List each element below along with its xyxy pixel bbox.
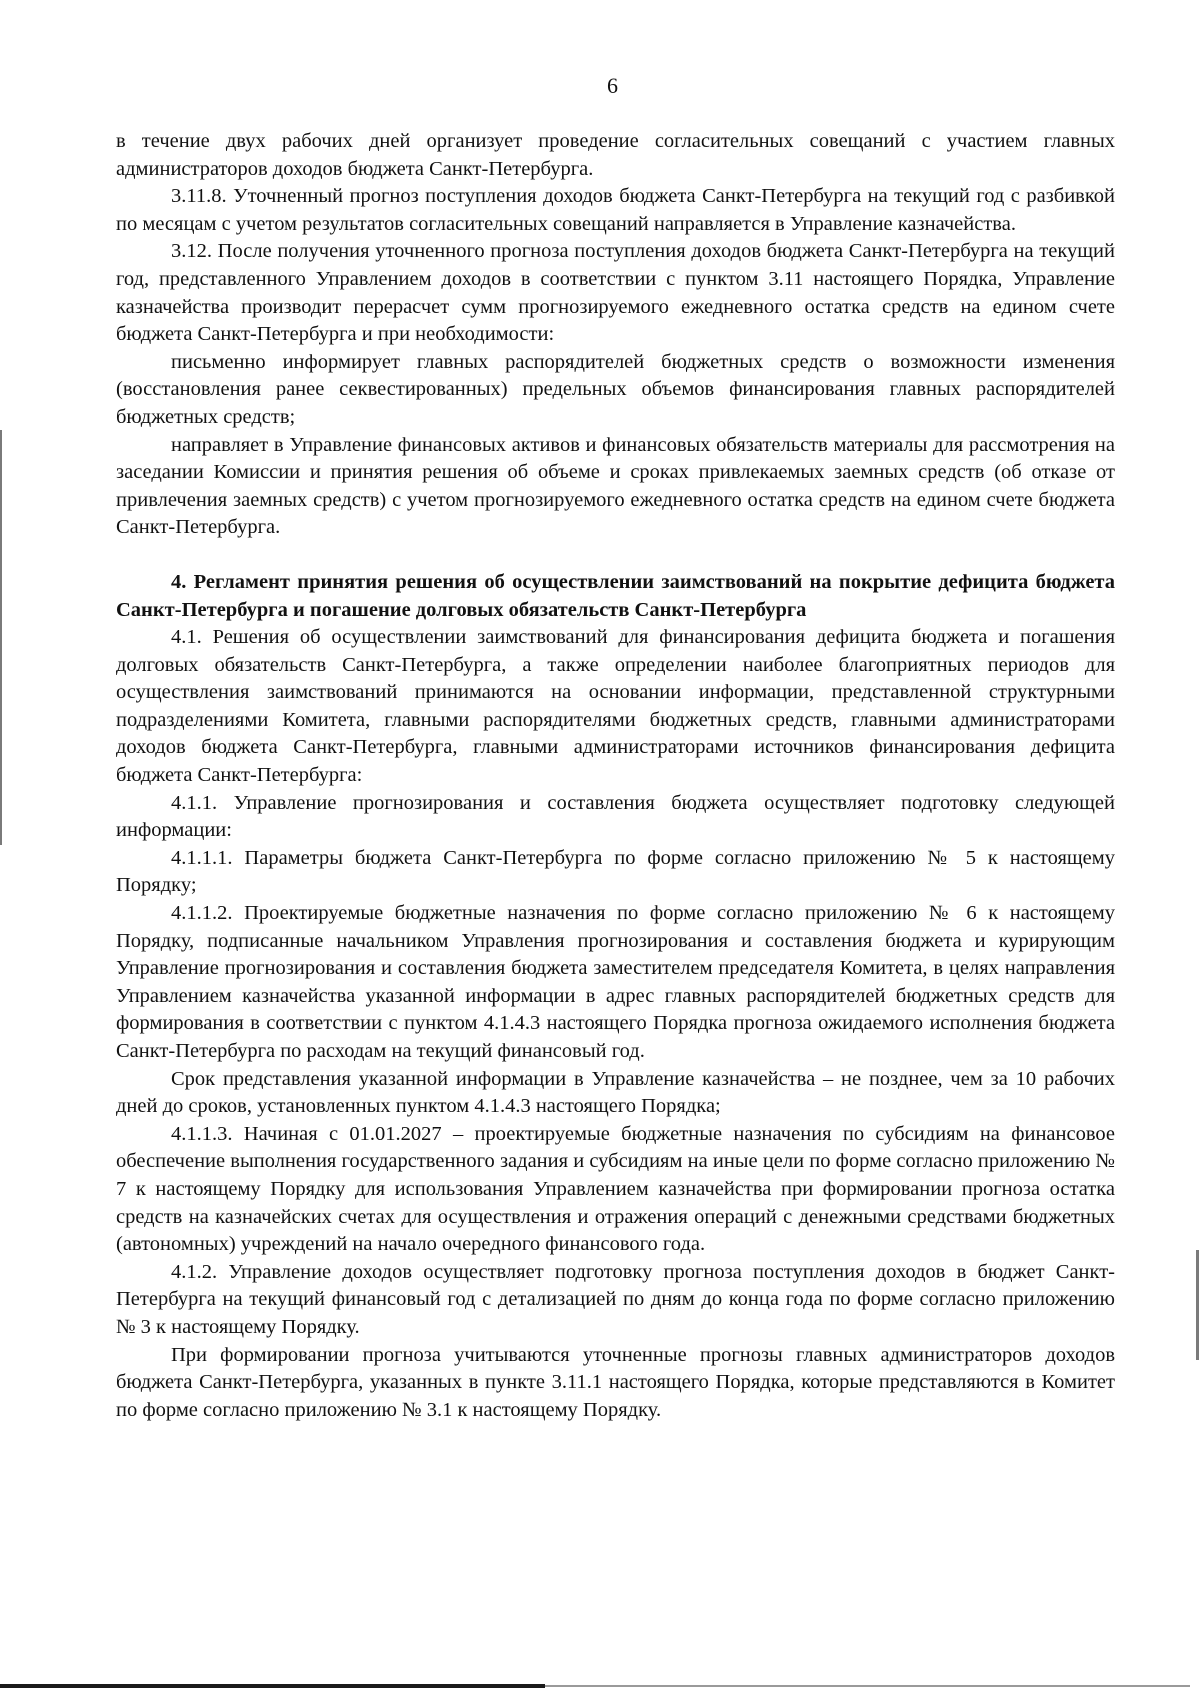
bottom-scan-edge xyxy=(0,1684,545,1688)
bottom-scan-edge-faint xyxy=(545,1685,1190,1687)
paragraph-inform-distributors: письменно информирует главных распорядителей бюджетных средств о возможности изменения (восстановления ранее секвестированных) предельных объемов финансирования главных распорядителей бюджетных средств; xyxy=(116,350,1115,428)
paragraph-continuation: в течение двух рабочих дней организует проведение согласительных совещаний с участием главных администраторов доходов бюджета Санкт-Петербурга. xyxy=(116,130,1115,180)
paragraph-4-1-1-3: 4.1.1.3. Начиная с 01.01.2027 – проектируемые бюджетные назначения по субсидиям на финансовое обеспечение выполнения государственного задания и субсидиям на иные цели по форме согласно приложению № 7 к настоящему Порядку для использования Управлением казначейства при формировании прогноза остатка средств на казначейских счетах для осуществления и отражения операций с денежными средствами бюджетных (автономных) учреждений на начало очередного финансового года. xyxy=(116,1122,1115,1256)
paragraph-forecast-note: При формировании прогноза учитываются уточненные прогнозы главных администраторов доходов бюджета Санкт-Петербурга, указанных в пункте 3.11.1 настоящего Порядка, которые представляются в Комитет по форме согласно приложению № 3.1 к настоящему Порядку. xyxy=(116,1343,1115,1421)
paragraph-send-materials: направляет в Управление финансовых активов и финансовых обязательств материалы для рассмотрения на заседании Комиссии и принятия решения об объеме и сроках привлекаемых заемных средств (об отказе от привлечения заемных средств) с учетом прогнозируемого ежедневного остатка средств на едином счете бюджета Санкт-Петербурга. xyxy=(116,433,1115,539)
paragraph-3-12: 3.12. После получения уточненного прогноза поступления доходов бюджета Санкт-Петербурга на текущий год, представленного Управлением доходов в соответствии с пунктом 3.11 настоящего Порядка, Управление казначейства производит перерасчет сумм прогнозируемого ежедневного остатка средств на едином счете бюджета Санкт-Петербурга и при необходимости: xyxy=(116,240,1115,346)
paragraph-deadline: Срок представления указанной информации в Управление казначейства – не позднее, чем за 10 рабочих дней до сроков, установленных пунктом 4.1.4.3 настоящего Порядка; xyxy=(116,1067,1115,1118)
page-number: 6 xyxy=(607,73,618,98)
left-margin-mark xyxy=(0,430,2,845)
paragraph-4-1-1: 4.1.1. Управление прогнозирования и составления бюджета осуществляет подготовку следующей информации: xyxy=(116,791,1115,842)
section-4-heading: 4. Регламент принятия решения об осуществлении заимствований на покрытие дефицита бюджета Санкт-Петербурга и погашение долговых обязательств Санкт-Петербурга xyxy=(116,570,1115,621)
paragraph-4-1-1-1: 4.1.1.1. Параметры бюджета Санкт-Петербурга по форме согласно приложению № 5 к настоящему Порядку; xyxy=(116,846,1115,897)
paragraph-4-1: 4.1. Решения об осуществлении заимствований для финансирования дефицита бюджета и погашения долговых обязательств Санкт-Петербурга, а также определении наиболее благоприятных периодов для осуществления заимствований принимаются на основании информации, представленной структурными подразделениями Комитета, главными распорядителями бюджетных средств, главными администраторами доходов бюджета Санкт-Петербурга, главными администраторами источников финансирования дефицита бюджета Санкт-Петербурга: xyxy=(116,626,1115,787)
document-body xyxy=(116,128,1115,1424)
paragraph-4-1-2: 4.1.2. Управление доходов осуществляет подготовку прогноза поступления доходов в бюджет Санкт-Петербурга на текущий финансовый год с детализацией по дням до конца года по форме согласно приложению № 3 к настоящему Порядку. xyxy=(116,1260,1115,1338)
paragraph-4-1-1-2: 4.1.1.2. Проектируемые бюджетные назначения по форме согласно приложению № 6 к настоящему Порядку, подписанные начальником Управления прогнозирования и составления бюджета и курирующим Управление прогнозирования и составления бюджета заместителем председателя Комитета, в целях направления Управлением казначейства указанной информации в адрес главных распорядителей бюджетных средств для формирования в соответствии с пунктом 4.1.4.3 настоящего Порядка прогноза ожидаемого исполнения бюджета Санкт-Петербурга по расходам на текущий финансовый год. xyxy=(116,902,1115,1062)
paragraph-3-11-8: 3.11.8. Уточненный прогноз поступления доходов бюджета Санкт-Петербурга на текущий год с разбивкой по месяцам с учетом результатов согласительных совещаний направляется в Управление казначейства. xyxy=(116,185,1115,235)
right-margin-mark xyxy=(1196,1250,1199,1360)
